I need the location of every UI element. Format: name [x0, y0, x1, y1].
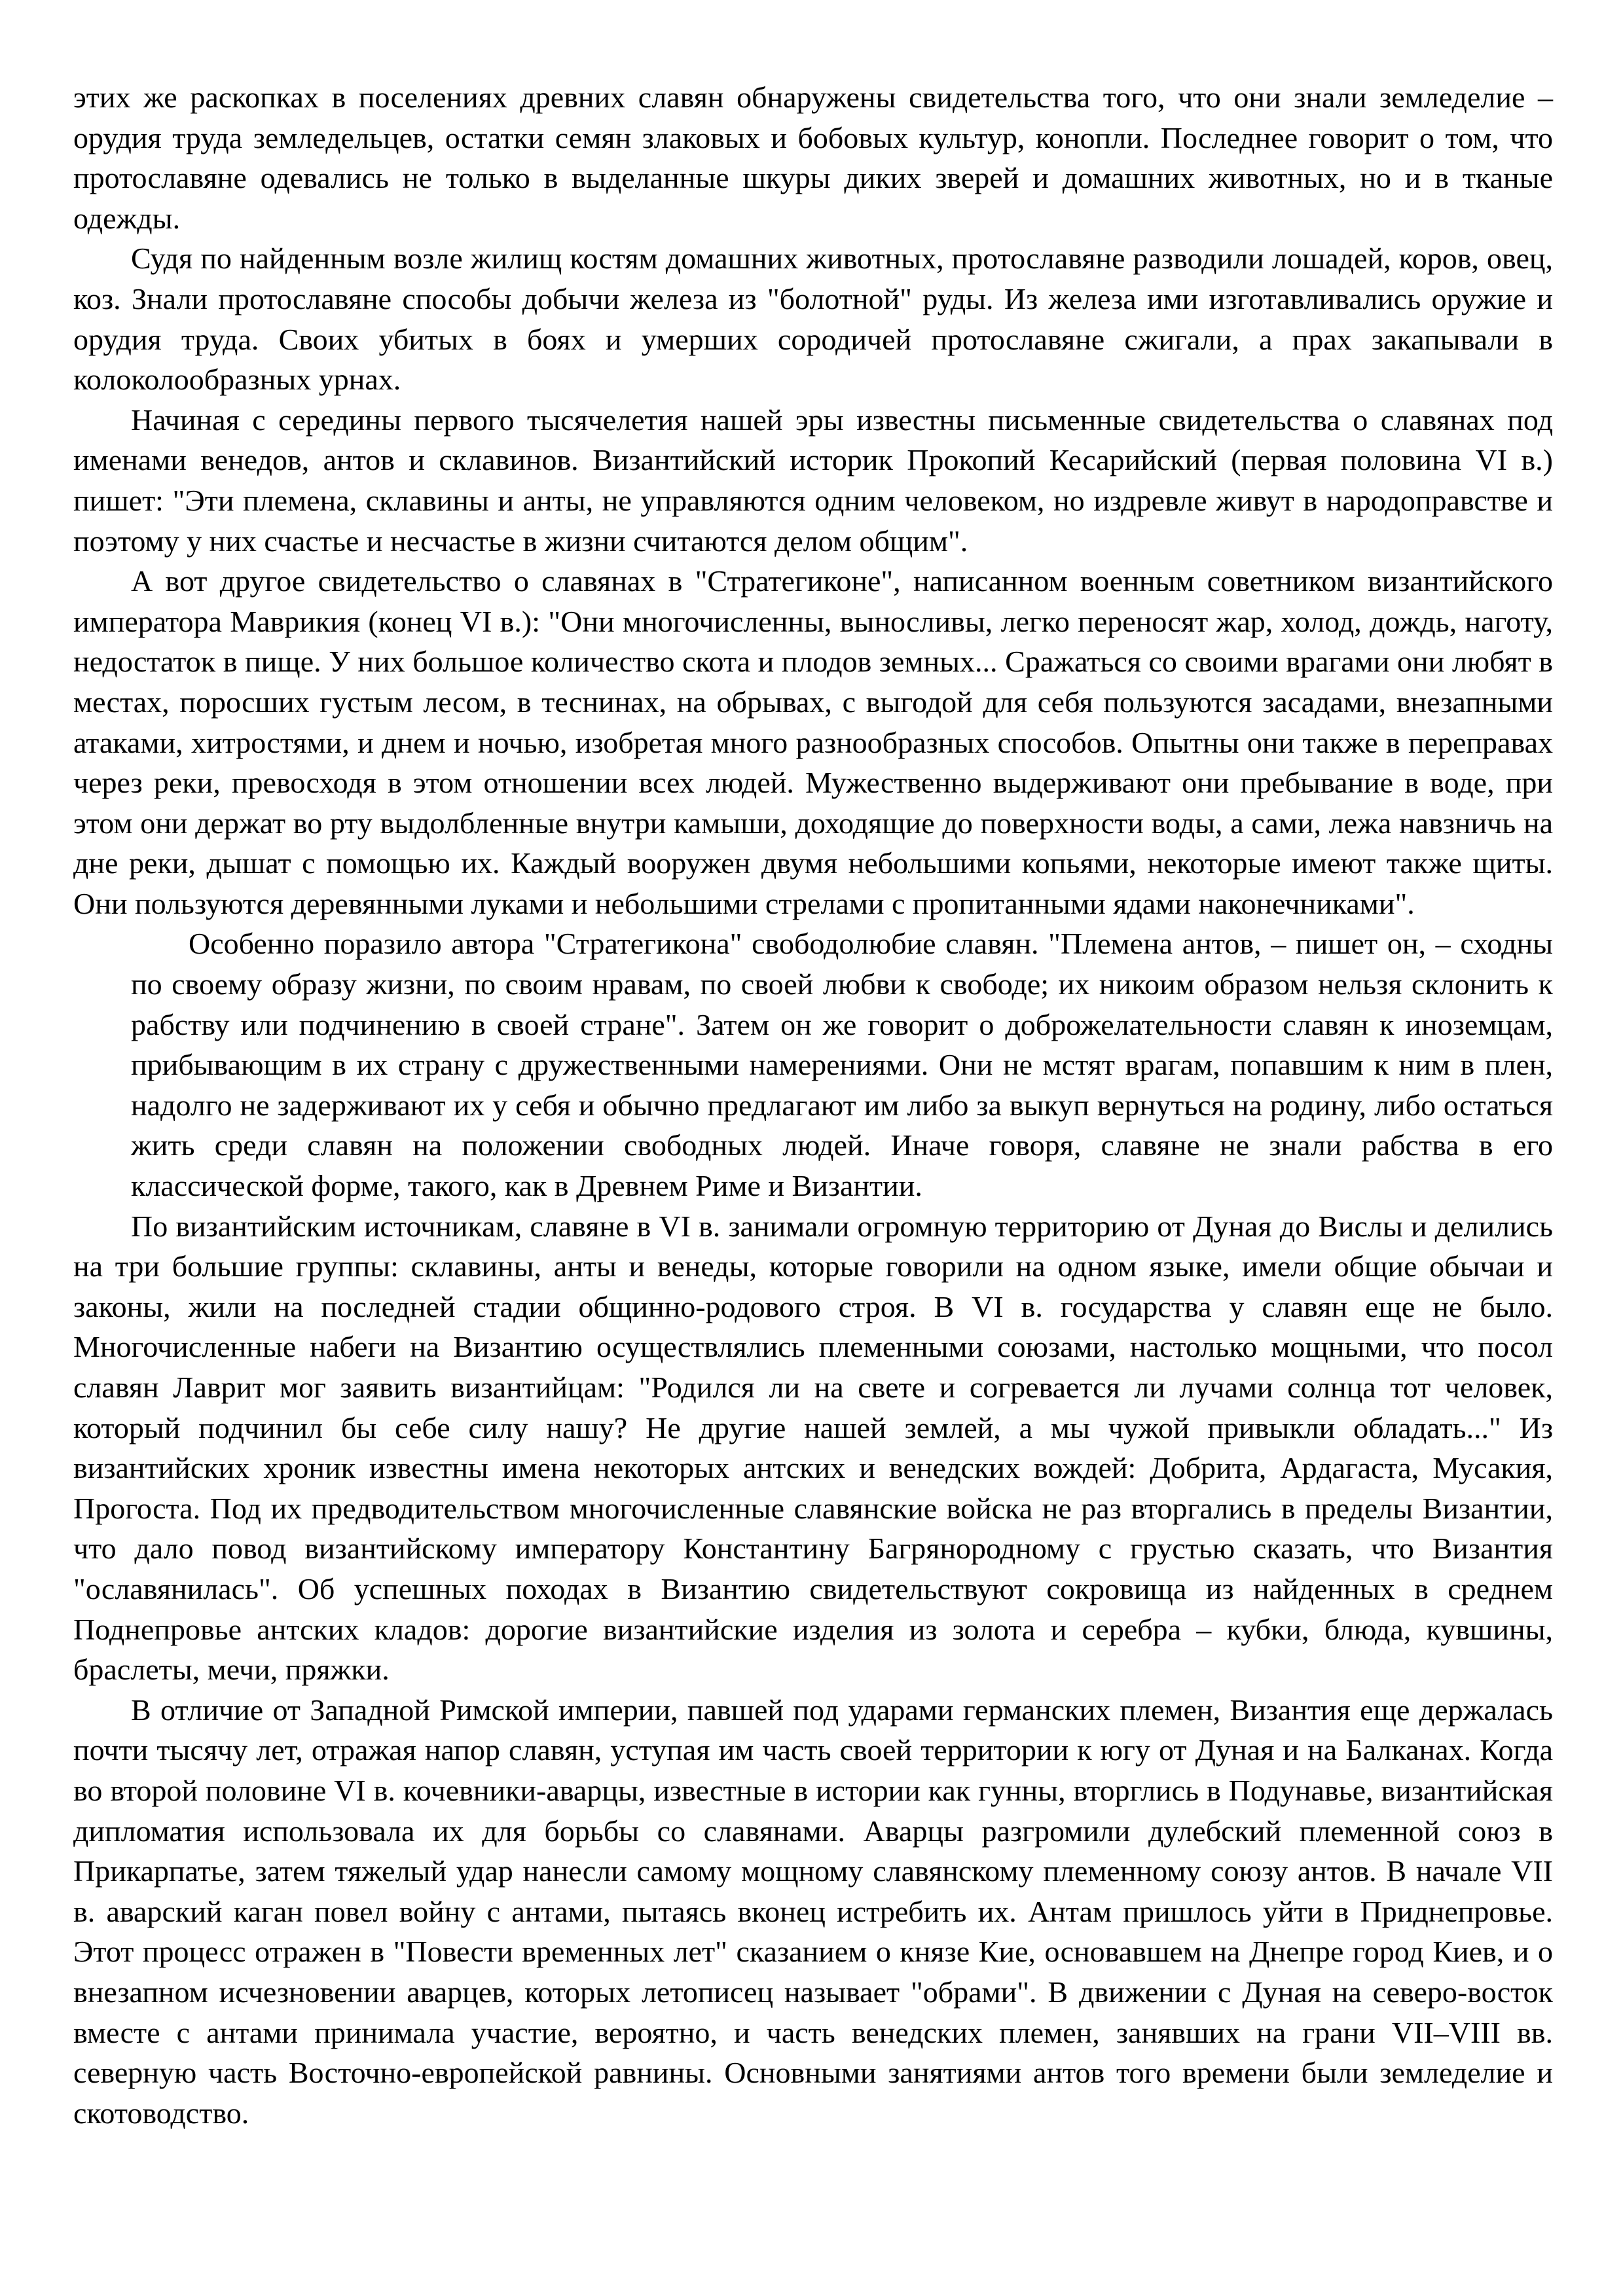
paragraph-7: В отличие от Западной Римской империи, павшей под ударами германских племен, Византия еще держалась почти тысячу лет, отражая напор славян, уступая им часть своей территории к югу от Дуная и на Балканах. Когда во второй половине VI в. кочевники-аварцы, известные в истории как гунны, вторглись в Подунавье, византийская дипломатия использовала их для борьбы со славянами. Аварцы разгромили дулебский племенной союз в Прикарпатье, затем тяжелый удар нанесли самому мощному славянскому племенному союзу антов. В начале VII в. аварский каган повел войну с антами, пытаясь вконец истребить их. Антам пришлось уйти в Приднепровье. Этот процесс отражен в "Повести временных лет" сказанием о князе Кие, основавшем на Днепре город Киев, и о внезапном исчезновении аварцев, которых летописец называет "обрами". В движении с Дуная на северо-восток вместе с антами принимала участие, вероятно, и часть венедских племен, занявших на грани VII–VIII вв. северную часть Восточно-европейской равнины. Основными занятиями антов того времени были земледелие и скотоводство. — [73, 1693, 1553, 2130]
paragraph-4: А вот другое свидетельство о славянах в "Стратегиконе", написанном военным советником византийского императора Маврикия (конец VI в.): "Они многочисленны, выносливы, легко переносят жар, холод, дождь, наготу, недостаток в пище. У них большое количество скота и плодов земных... Сражаться со своими врагами они любят в местах, поросших густым лесом, в теснинах, на обрывах, с выгодой для себя пользуются засадами, внезапными атаками, хитростями, и днем и ночью, изобретая много разнообразных способов. Опытны они также в переправах через реки, превосходя в этом отношении всех людей. Мужественно выдерживают они пребывание в воде, при этом они держат во рту выдолбленные внутри камыши, доходящие до поверхности воды, а сами, лежа навзничь на дне реки, дышат с помощью их. Каждый вооружен двумя небольшими копьями, некоторые имеют также щиты. Они пользуются деревянными луками и небольшими стрелами с пропитанными ядами наконечниками". — [73, 564, 1553, 920]
paragraph-5: Особенно поразило автора "Стратегикона" свободолюбие славян. "Племена антов, – пишет он, – сходны по своему образу жизни, по своим нравам, по своей любви к свободе; их никоим образом нельзя склонить к рабству или подчинению в своей стране". Затем он же говорит о доброжелательности славян к иноземцам, прибывающим в их страну с дружественными намерениями. Они не мстят врагам, попавшим к ним в плен, надолго не задерживают их у себя и обычно предлагают им либо за выкуп вернуться на родину, либо остаться жить среди славян на положении свободных людей. Иначе говоря, славяне не знали рабства в его классической форме, такого, как в Древнем Риме и Византии. — [131, 927, 1553, 1203]
paragraph-2: Судя по найденным возле жилищ костям домашних животных, протославяне разводили лошадей, коров, овец, коз. Знали протославяне способы добычи железа из "болотной" руды. Из железа ими изготавливались оружие и орудия труда. Своих убитых в боях и умерших сородичей протославяне сжигали, а прах закапывали в колоколообразных урнах. — [73, 242, 1553, 397]
document-page — [73, 77, 1553, 2133]
paragraph-6: По византийским источникам, славяне в VI в. занимали огромную территорию от Дуная до Вислы и делились на три большие группы: склавины, анты и венеды, которые говорили на одном языке, имели общие обычаи и законы, жили на последней стадии общинно-родового строя. В VI в. государства у славян еще не было. Многочисленные набеги на Византию осуществлялись племенными союзами, настолько мощными, что посол славян Лаврит мог заявить византийцам: "Родился ли на свете и согревается ли лучами солнца тот человек, который подчинил бы себе силу нашу? Не другие нашей землей, а мы чужой привыкли обладать..." Из византийских хроник известны имена некоторых антских и венедских вождей: Добрита, Ардагаста, Мусакия, Прогоста. Под их предводительством многочисленные славянские войска не раз вторгались в пределы Византии, что дало повод византийскому императору Константину Багрянородному с грустью сказать, что Византия "ославянилась". Об успешных походах в Византию свидетельствуют сокровища из найденных в среднем Поднепровье антских кладов: дорогие византийские изделия из золота и серебра – кубки, блюда, кувшины, браслеты, мечи, пряжки. — [73, 1209, 1553, 1687]
paragraph-1: этих же раскопках в поселениях древних славян обнаружены свидетельства того, что они знали земледелие – орудия труда земледельцев, остатки семян злаковых и бобовых культур, конопли. Последнее говорит о том, что протославяне одевались не только в выделанные шкуры диких зверей и домашних животных, но и в тканые одежды. — [73, 81, 1553, 235]
paragraph-3: Начиная с середины первого тысячелетия нашей эры известны письменные свидетельства о славянах под именами венедов, антов и склавинов. Византийский историк Прокопий Кесарийский (первая половина VI в.) пишет: "Эти племена, склавины и анты, не управляются одним человеком, но издревле живут в народоправстве и поэтому у них счастье и несчастье в жизни считаются делом общим". — [73, 403, 1553, 558]
